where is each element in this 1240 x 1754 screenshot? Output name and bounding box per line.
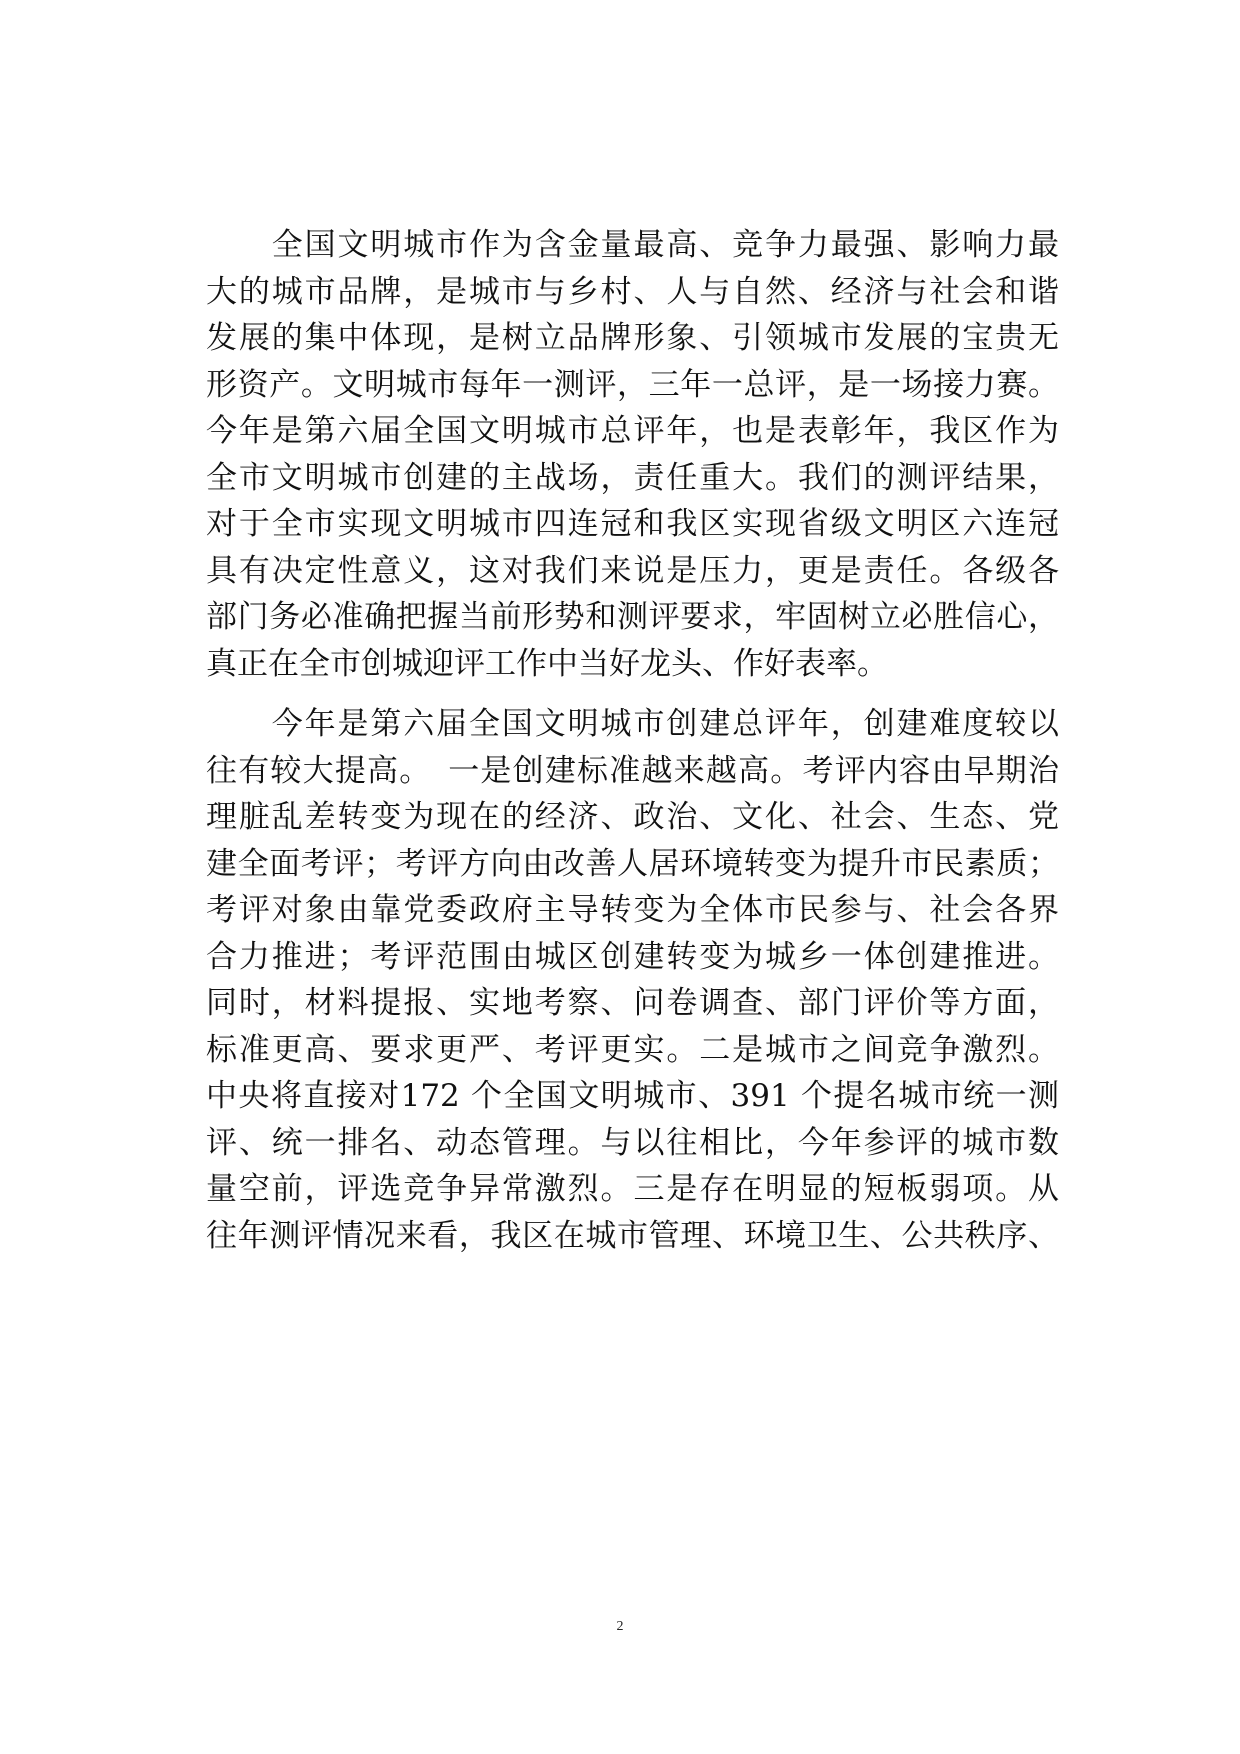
text-line: 部门务必准确把握当前形势和测评要求，牢固树立必胜信心，	[206, 599, 1059, 635]
paragraph-1	[206, 222, 1059, 687]
text-line: 大的城市品牌，是城市与乡村、人与自然、经济与社会和谐	[206, 273, 1059, 310]
paragraph-2	[206, 701, 1059, 1259]
text-line: 全国文明城市作为含金量最高、竞争力最强、影响力最	[206, 227, 1059, 263]
text-line: 今年是第六届全国文明城市创建总评年，创建难度较以	[206, 706, 1059, 742]
text-line: 评、统一排名、动态管理。与以往相比，今年参评的城市数	[206, 1124, 1059, 1161]
page-number: 2	[616, 1619, 624, 1634]
text-line: 全市文明城市创建的主战场，责任重大。我们的测评结果，	[206, 459, 1059, 496]
text-line: 理脏乱差转变为现在的经济、政治、文化、社会、生态、党	[206, 799, 1059, 835]
text-line: 发展的集中体现，是树立品牌形象、引领城市发展的宝贵无	[206, 320, 1059, 356]
text-line: 合力推进；考评范围由城区创建转变为城乡一体创建推进。	[206, 938, 1059, 975]
text-line: 往年测评情况来看，我区在城市管理、环境卫生、公共秩序、	[206, 1217, 1059, 1254]
text-line: 真正在全市创城迎评工作中当好龙头、作好表率。	[206, 645, 888, 682]
text-line: 中央将直接对172 个全国文明城市、391 个提名城市统一测	[206, 1078, 1059, 1114]
text-line: 考评对象由靠党委政府主导转变为全体市民参与、社会各界	[206, 892, 1059, 928]
text-line: 同时，材料提报、实地考察、问卷调查、部门评价等方面，	[206, 985, 1059, 1021]
text-line: 具有决定性意义，这对我们来说是压力，更是责任。各级各	[206, 552, 1059, 589]
text-line: 今年是第六届全国文明城市总评年，也是表彰年，我区作为	[206, 413, 1059, 449]
text-line: 对于全市实现文明城市四连冠和我区实现省级文明区六连冠	[206, 506, 1059, 542]
text-line: 建全面考评；考评方向由改善人居环境转变为提升市民素质；	[206, 845, 1059, 882]
text-line: 量空前，评选竞争异常激烈。三是存在明显的短板弱项。从	[206, 1171, 1059, 1207]
text-line: 往有较大提高。 一是创建标准越来越高。考评内容由早期治	[206, 752, 1059, 789]
text-line: 标准更高、要求更严、考评更实。二是城市之间竞争激烈。	[206, 1031, 1059, 1068]
text-line: 形资产。文明城市每年一测评，三年一总评，是一场接力赛。	[206, 366, 1059, 403]
document-body	[206, 222, 1059, 1259]
